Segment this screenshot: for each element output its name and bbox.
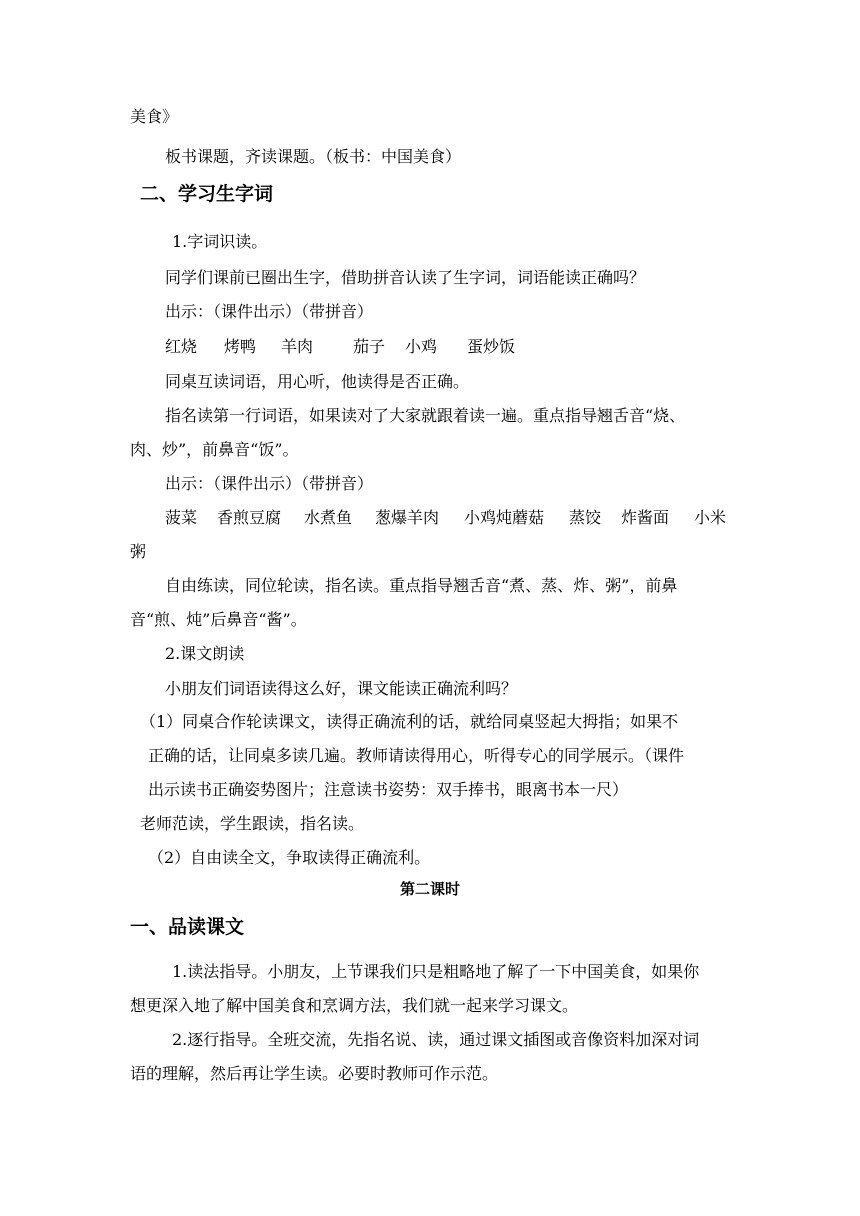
word-item: 烤鸭 bbox=[224, 337, 257, 356]
section-heading: 二、学习生字词 bbox=[140, 183, 274, 205]
text-line: 2.逐行指导。全班交流，先指名说、读，通过课文插图或音像资料加深对词 bbox=[172, 1030, 700, 1049]
word-item: 菠菜 bbox=[165, 508, 198, 527]
text-line: （2）自由读全文，争取读得正确流利。 bbox=[148, 848, 431, 867]
word-list-row-1 bbox=[165, 337, 515, 357]
word-item: 香煎豆腐 bbox=[217, 508, 282, 527]
text-line: 指名读第一行词语，如果读对了大家就跟着读一遍。重点指导翘舌音“烧、 bbox=[165, 406, 686, 425]
text-line: 2.课文朗读 bbox=[165, 644, 245, 663]
text-line: 正确的话，让同桌多读几遍。教师请读得用心，听得专心的同学展示。（课件 bbox=[148, 746, 685, 765]
text-line: 音“煎、炖”后鼻音“酱”。 bbox=[130, 610, 307, 629]
word-item: 蒸饺 bbox=[569, 508, 602, 527]
text-line: 1.字词识读。 bbox=[172, 232, 268, 251]
word-item: 茄子 bbox=[353, 337, 386, 356]
text-line: 板书课题，齐读课题。（板书：中国美食） bbox=[165, 147, 462, 166]
text-line: 出示：（课件出示）（带拼音） bbox=[165, 474, 374, 493]
text-line: 自由练读，同位轮读，指名读。重点指导翘舌音“煮、蒸、炸、粥”，前鼻 bbox=[165, 576, 678, 595]
text-line: 老师范读，学生跟读，指名读。 bbox=[140, 814, 365, 833]
word-item: 羊肉 bbox=[281, 337, 314, 356]
text-line: 出示读书正确姿势图片；注意读书姿势：双手捧书，眼离书本一尺） bbox=[148, 780, 629, 799]
word-item: 蛋炒饭 bbox=[467, 337, 516, 356]
text-line: 1.读法指导。小朋友，上节课我们只是粗略地了解了一下中国美食，如果你 bbox=[172, 962, 700, 981]
text-line: 同学们课前已圈出生字，借助拼音认读了生字词，词语能读正确吗？ bbox=[165, 268, 646, 287]
section-heading: 一、品读课文 bbox=[130, 916, 245, 938]
text-line: （1）同桌合作轮读课文，读得正确流利的话，就给同桌竖起大拇指；如果不 bbox=[140, 712, 679, 731]
word-item: 炸酱面 bbox=[621, 508, 670, 527]
text-line: 语的理解，然后再让学生读。必要时教师可作示范。 bbox=[130, 1064, 499, 1083]
text-line: 小朋友们词语读得这么好，课文能读正确流利吗？ bbox=[165, 679, 518, 698]
word-list-row-2 bbox=[165, 508, 726, 528]
text-line: 同桌互读词语，用心听，他读得是否正确。 bbox=[165, 372, 470, 391]
word-item: 红烧 bbox=[165, 337, 198, 356]
word-item: 水煮鱼 bbox=[304, 508, 353, 527]
word-item: 小鸡 bbox=[405, 337, 438, 356]
text-line: 想更深入地了解中国美食和烹调方法，我们就一起来学习课文。 bbox=[130, 996, 579, 1015]
text-line: 粥 bbox=[130, 542, 147, 561]
word-item: 小鸡炖蘑菇 bbox=[464, 508, 545, 527]
word-item: 葱爆羊肉 bbox=[375, 508, 440, 527]
text-line: 美食》 bbox=[130, 107, 179, 126]
text-line: 肉、炒”，前鼻音“饭”。 bbox=[130, 440, 299, 459]
lesson-title: 第二课时 bbox=[399, 880, 460, 898]
text-line: 出示：（课件出示）（带拼音） bbox=[165, 302, 374, 321]
word-item: 小米 bbox=[694, 508, 727, 527]
